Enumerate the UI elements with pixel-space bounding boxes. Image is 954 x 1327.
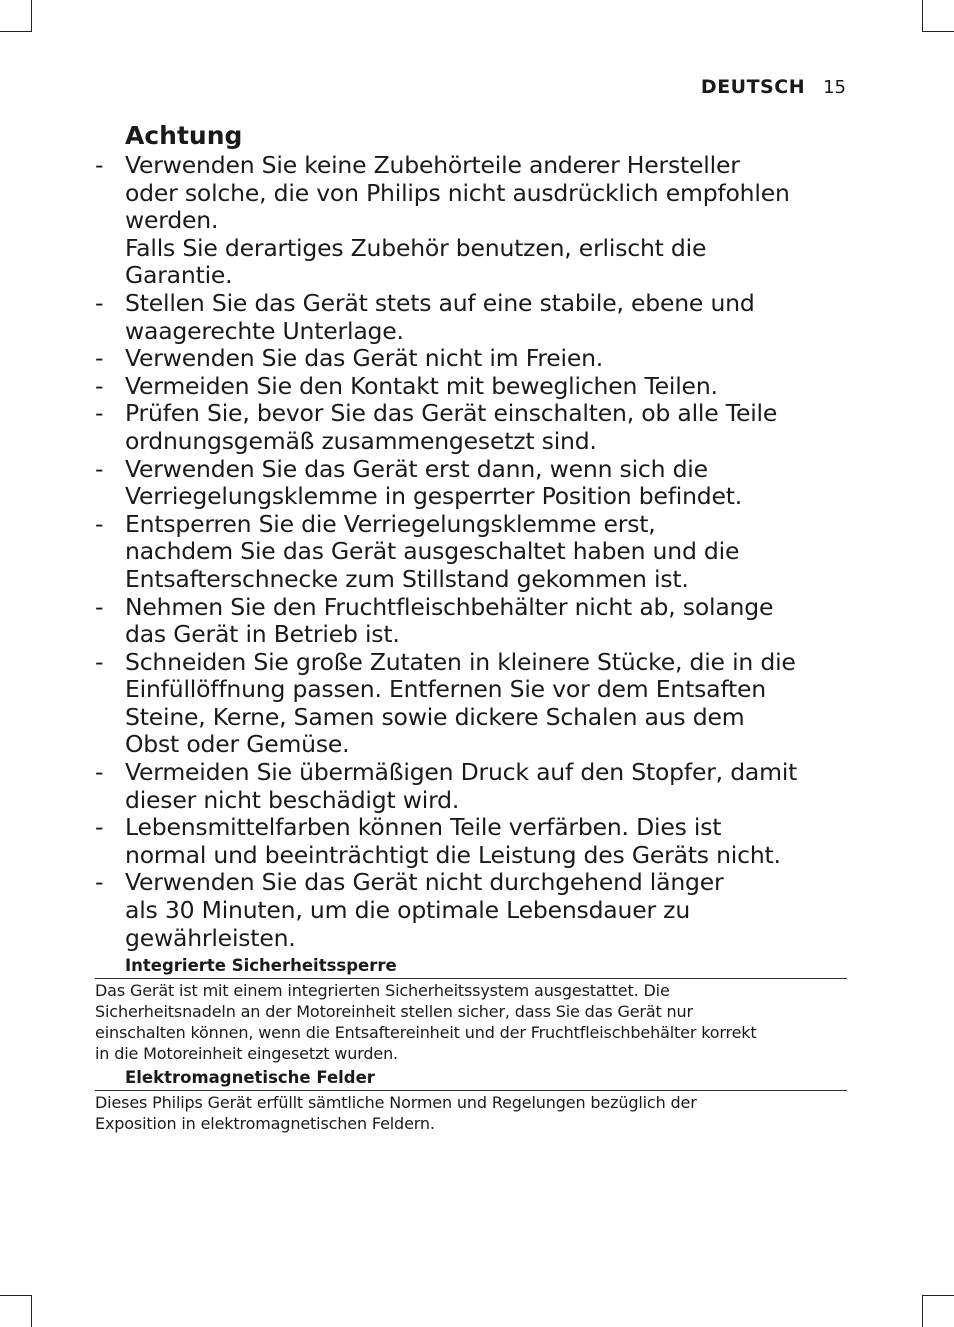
list-item [95,814,847,869]
list-item [95,400,847,455]
list-item-text: Verwenden Sie das Gerät nicht durchgehend länger als 30 Minuten, um die optimale Lebensdauer zu gewährleisten. [125,868,724,952]
list-item [95,152,847,290]
crop-mark-top-left-v [31,0,32,32]
section-text: Das Gerät ist mit einem integrierten Sicherheitssystem ausgestattet. Die Sicherheitsnadeln an der Motoreinheit stellen sicher, dass Sie das Gerät nur einschalten können, wenn die Entsaftereinheit und der Fruchtfleischbehälter korrekt in die Motoreinheit eingesetzt wurden. [95,981,757,1064]
section-title: Integrierte Sicherheitssperre [125,956,397,976]
warning-title: Achtung [125,121,243,150]
bullet-dash: - [95,151,104,179]
crop-mark-top-right-h [922,31,954,32]
list-item [95,290,847,345]
list-item-text: Lebensmittelfarben können Teile verfärben. Dies ist normal und beeinträchtigt die Leistung des Geräts nicht. [125,813,781,869]
language-label: DEUTSCH [700,76,806,98]
list-item-text: Verwenden Sie das Gerät erst dann, wenn sich die Verriegelungsklemme in gesperrter Position befindet. [125,454,743,511]
warning-list [95,152,847,952]
section-text: Dieses Philips Gerät erfüllt sämtliche Normen und Regelungen bezüglich der Exposition in elektromagnetischen Feldern. [95,1093,697,1134]
list-item [95,511,847,594]
list-item-text: Schneiden Sie große Zutaten in kleinere Stücke, die in die Einfüllöffnung passen. Entfernen Sie vor dem Entsaften Steine, Kerne, Samen sowie dickere Schalen aus dem Obst oder Gemüse. [125,647,796,759]
page-header [701,76,846,98]
crop-mark-top-left-h [0,31,32,32]
bullet-dash: - [95,647,104,676]
crop-mark-top-right-v [922,0,923,32]
bullet-dash: - [95,288,104,317]
list-item [95,759,847,814]
list-item [95,869,847,952]
page-content [95,120,847,1134]
bullet-dash: - [95,344,104,373]
list-item [95,649,847,759]
list-item [95,345,847,373]
crop-mark-bottom-right-h [922,1295,954,1296]
list-item-text: Prüfen Sie, bevor Sie das Gerät einschalten, ob alle Teile ordnungsgemäß zusammengesetzt sind. [125,399,778,455]
list-item-text: Verwenden Sie das Gerät nicht im Freien. [125,344,604,373]
list-item-text: Nehmen Sie den Fruchtfleischbehälter nicht ab, solange das Gerät in Betrieb ist. [125,592,774,649]
list-item [95,594,847,649]
list-item [95,373,847,401]
list-item-text: Vermeiden Sie übermäßigen Druck auf den Stopfer, damit dieser nicht beschädigt wird. [125,758,798,814]
bullet-dash: - [95,509,104,538]
list-item-text: Verwenden Sie keine Zubehörteile anderer Hersteller oder solche, die von Philips nicht ausdrücklich empfohlen werden. [125,151,790,235]
bullet-dash: - [95,813,104,842]
bullet-dash: - [95,758,104,787]
list-item [95,456,847,511]
bullet-dash: - [95,399,104,428]
list-item-text: Entsperren Sie die Verriegelungsklemme erst, nachdem Sie das Gerät ausgeschaltet haben und die Entsafterschnecke zum Stillstand gekommen ist. [125,509,740,593]
list-item-text: Vermeiden Sie den Kontakt mit beweglichen Teilen. [125,371,718,400]
crop-mark-bottom-left-v [31,1295,32,1327]
section-title: Elektromagnetische Felder [125,1068,375,1088]
page-number: 15 [823,77,846,98]
bullet-dash: - [95,371,104,400]
crop-mark-bottom-right-v [922,1295,923,1327]
bullet-dash: - [95,868,104,897]
crop-mark-bottom-left-h [0,1295,32,1296]
list-item-note: Falls Sie derartiges Zubehör benutzen, erlischt die Garantie. [125,233,707,290]
section-safety-lock [95,952,847,1064]
bullet-dash: - [95,592,104,621]
section-emf [95,1064,847,1134]
bullet-dash: - [95,454,104,483]
list-item-text: Stellen Sie das Gerät stets auf eine stabile, ebene und waagerechte Unterlage. [125,288,755,345]
